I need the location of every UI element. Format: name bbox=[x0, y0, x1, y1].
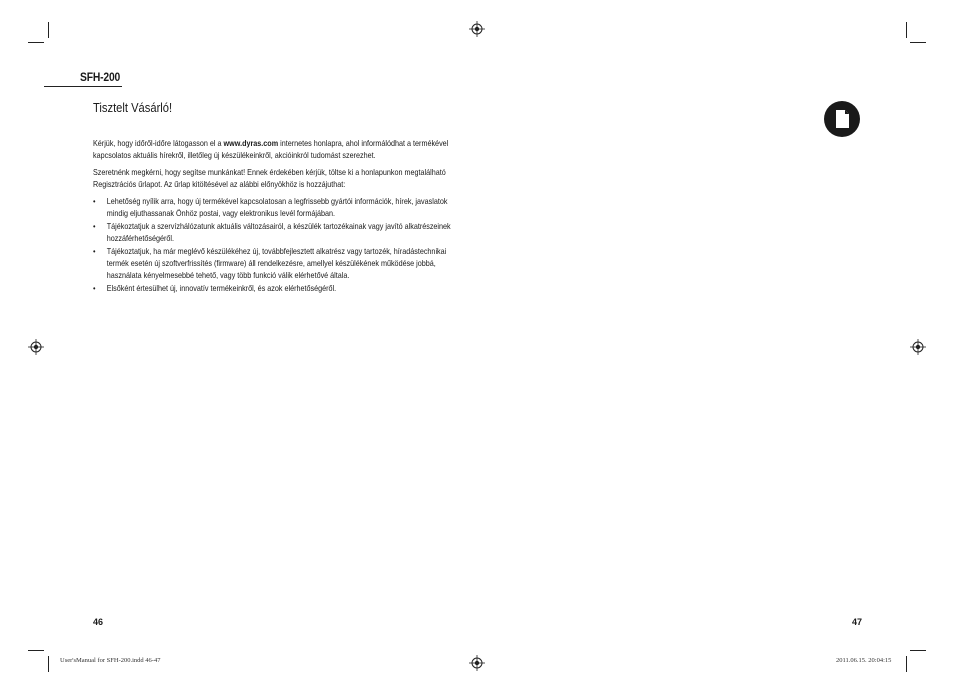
header-rule bbox=[44, 86, 122, 87]
crop-mark bbox=[48, 22, 49, 38]
print-slug-date: 2011.06.15. 20:04:15 bbox=[836, 657, 892, 664]
crop-mark bbox=[28, 650, 44, 651]
page-number-right: 47 bbox=[852, 617, 863, 627]
list-item: • Lehetőség nyílik arra, hogy új termékével kapcsolatosan a legfrissebb gyártói információk, hírek, javaslatok mindig eljuthassanak Önhöz postai, vagy elektronikus levél formájában. bbox=[93, 195, 454, 219]
crop-mark bbox=[28, 42, 44, 43]
print-slug-file: User'sManual for SFH-200.indd 46-47 bbox=[60, 657, 161, 664]
list-item: • Tájékoztatjuk a szervízhálózatunk aktuális változásairól, a készülék tartozékainak vagy javító alkatrészeinek hozzáférhetőségéről. bbox=[93, 220, 454, 244]
crop-mark bbox=[48, 656, 49, 672]
registration-mark-icon bbox=[28, 339, 44, 355]
website-link: www.dyras.com bbox=[223, 138, 279, 148]
crop-mark bbox=[910, 650, 926, 651]
paragraph-intro: Kérjük, hogy időről-időre látogasson el a www.dyras.com internetes honlapra, ahol informálódhat a termékével kapcsolatos aktuális hírekről, illetőleg új készülékeinkről, akcióinkról tudomást szerezhet. bbox=[93, 138, 449, 160]
registration-mark-icon bbox=[469, 21, 485, 37]
list-item: • Elsőként értesülhet új, innovatív termékeinkről, és azok elérhetőségéről. bbox=[93, 282, 454, 294]
list-item: • Tájékoztatjuk, ha már meglévő készülékéhez új, továbbfejlesztett alkatrész vagy tartozék, híradástechnikai termék esetén új szoftverfrissítés (firmware) áll rendelkezésre, amellyel készülékének működése jobbá, használata kényelmesebbé tehető, vagy több funkció válik elérhetővé általa. bbox=[93, 245, 454, 281]
benefits-list bbox=[93, 195, 454, 294]
crop-mark bbox=[906, 22, 907, 38]
crop-mark bbox=[906, 656, 907, 672]
model-name: SFH-200 bbox=[80, 70, 121, 84]
registration-mark-icon bbox=[469, 655, 485, 671]
registration-mark-icon bbox=[910, 339, 926, 355]
greeting-heading: Tisztelt Vásárló! bbox=[93, 100, 173, 115]
document-icon bbox=[824, 101, 860, 137]
crop-mark bbox=[910, 42, 926, 43]
page-number-left: 46 bbox=[93, 617, 104, 627]
body-text bbox=[93, 137, 454, 295]
paragraph-registration: Szeretnénk megkérni, hogy segítse munkánkat! Ennek érdekében kérjük, töltse ki a honlapunkon megtalálható Regisztrációs űrlapot. Az űrlap kitöltésével az alábbi előnyökhöz is hozzájuthat: bbox=[93, 167, 446, 189]
